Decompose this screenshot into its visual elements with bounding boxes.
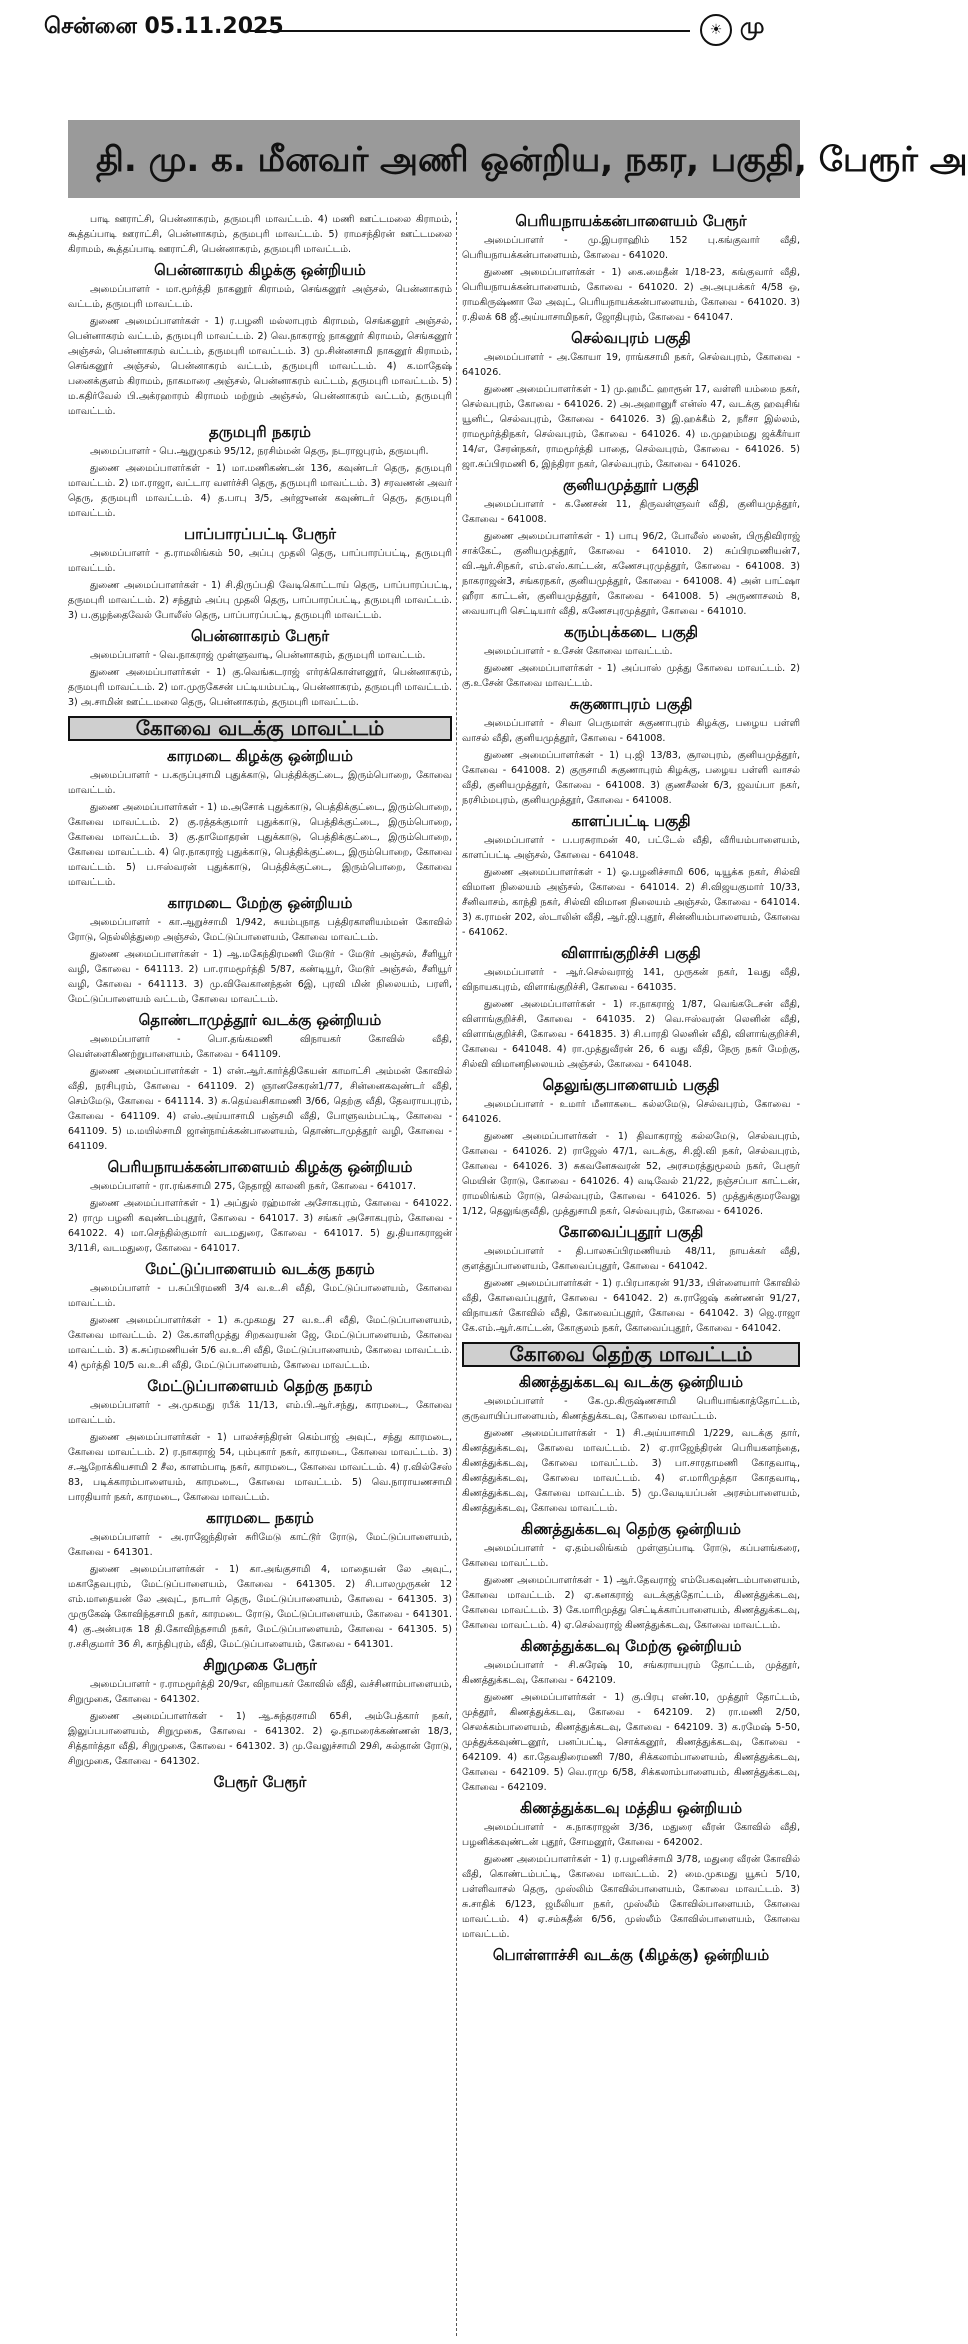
unit-section bbox=[462, 331, 800, 472]
unit-section bbox=[68, 749, 452, 890]
section-heading: சுகுணாபுரம் பகுதி bbox=[569, 695, 693, 713]
section-heading: பொள்ளாச்சி வடக்கு (கிழக்கு) ஒன்றியம் bbox=[492, 1946, 770, 1964]
section-paragraph: அமைப்பாளர் - த.ராமலிங்கம் 50, அப்பு முதலி தெரு, பாப்பாரப்பட்டி, தருமபுரி மாவட்டம். bbox=[68, 548, 452, 574]
section-paragraph: அமைப்பாளர் - அ.கோயா 19, ராங்கசாமி நகர், செல்வபுரம், கோவை - 641026. bbox=[462, 352, 800, 378]
section-paragraph: அமைப்பாளர் - மா.மூர்த்தி நாகனூர் கிராமம், செங்கனூர் அஞ்சல், பென்னாகரம் வட்டம், தருமபுரி மாவட்டம். bbox=[68, 284, 452, 310]
section-paragraph: அமைப்பாளர் - ர.ராமமூர்த்தி 20/9எ, விநாயகர் கோவில் வீதி, வச்சினாம்பாளையம், சிறுமுகை, கோவை - 641302. bbox=[68, 1679, 452, 1705]
section-heading: பாப்பாரப்பட்டி பேரூர் bbox=[183, 525, 337, 543]
section-paragraph: அமைப்பாளர் - ரா.ரங்கசாமி 275, நேதாஜி காலனி நகர், கோவை - 641017. bbox=[90, 1181, 417, 1192]
section-paragraph: அமைப்பாளர் - சி.சுரேஷ் 10, சங்கராயபுரம் தோட்டம், முத்தூர், கிணத்துக்கடவு, கோவை - 642109. bbox=[462, 1660, 800, 1686]
section-paragraph: துணை அமைப்பாளர்கள் - 1) ஈ.நாகராஜ் 1/87, வெங்கடேசன் வீதி, விளாங்குறிச்சி, கோவை - 641035. 2) வெ.ஈஸ்வரன் லெனின் வீதி, விளாங்குறிச்சி, கோவை - 641835. 3) சி.பாரதி லெனின் வீதி, விளாங்குறிச்சி, கோவை - 641048. 4) ரா.முத்துவீரன் 26, 6 வது வீதி, நேரு நகர் மேற்கு, சில்வி விமானநிலையம் அஞ்சல், கோவை - 641048. bbox=[462, 999, 800, 1070]
section-paragraph: பாடி ஊராட்சி, பென்னாகரம், தருமபுரி மாவட்டம். 4) மணி ஊட்டமலை கிராமம், கூத்தப்பாடி ஊராட்சி, பென்னாகரம், தருமபுரி மாவட்டம். 5) ராமசந்திரன் ஊட்டமலை கிராமம், கூத்தப்பாடி ஊராட்சி, பென்னாகரம், தருமபுரி மாவட்டம். bbox=[68, 214, 452, 255]
section-heading: பென்னாகரம் கிழக்கு ஒன்றியம் bbox=[154, 261, 366, 279]
section-paragraph: துணை அமைப்பாளர்கள் - 1) ர.பிரபாகரன் 91/33, பிள்ளையார் கோவில் வீதி, கோவைப்புதூர், கோவை - 641042. 2) சு.ராஜேஷ் கண்ணன் 91/27, விநாயகர் கோவில் வீதி, கோவைப்புதூர், கோவை - 641042. 3) ஜெ.ராஜா கே.எம்.ஆர்.காட்டன், கோகுலம் நகர், கோவைப்புதூர், கோவை - 641042. bbox=[462, 1278, 800, 1334]
unit-section bbox=[68, 527, 452, 623]
section-paragraph: துணை அமைப்பாளர்கள் - 1) ஆ.மகேந்திரமணி மேடூர் - மேடூர் அஞ்சல், சீளியூர் வழி, கோவை - 641113. 2) பா.ராமமூர்த்தி 5/87, கண்டியூர், மேடூர் அஞ்சல், சீளியூர் வழி, கோவை - 641113. 3) மு.விவேகானந்தன் 6இ, புரவி மின் நிலையம், பரளி, மேட்டுப்பாளையம் வட்டம், கோவை மாவட்டம். bbox=[68, 949, 452, 1005]
section-heading: பேரூர் பேரூர் bbox=[213, 1773, 307, 1791]
unit-section bbox=[68, 629, 452, 710]
section-heading: பெரியநாயக்கன்பாளையம் பேரூர் bbox=[515, 212, 747, 230]
section-paragraph: துணை அமைப்பாளர்கள் - 1) ர.பழனிச்சாமி 3/78, மதுரை வீரன் கோவில் வீதி, கொண்டம்பட்டி, கோவை மாவட்டம். 2) மை.முகமது யூசுப் 5/10, பள்ளிவாசல் தெரு, முஸ்லிம் கோவில்பாளையம், கோவை மாவட்டம். 3) சு.சாதிக் 6/123, ஜமீலியா நகர், முஸ்லீம் கோவில்பாளையம், கோவை மாவட்டம். 4) ஏ.சம்சுதீன் 6/56, முஸ்லீம் கோவில்பாளையம், கோவை மாவட்டம். bbox=[462, 1854, 800, 1940]
unit-section bbox=[68, 896, 452, 1007]
section-paragraph: துணை அமைப்பாளர்கள் - 1) கை.மைதீன் 1/18-23, கங்குவார் வீதி, பெரியநாயக்கன்பாளையம், கோவை - 641020. 2) அ.அபுபக்கர் 4/58 ஒ, ராமகிருஷ்ணா லே அவுட், பெரியநாயக்கன்பாளையம், கோவை - 641020. 3) ர.திலக் 68 ஜீ.அய்யாசாமிநகர், ஜோதிபுரம், கோவை - 641047. bbox=[462, 267, 800, 323]
headline: தி. மு. க. மீனவர் அணி ஒன்றிய, நகர, பகுதி, பேரூர் அ bbox=[96, 140, 968, 180]
section-heading: குனியமுத்தூர் பகுதி bbox=[562, 476, 700, 494]
unit-section bbox=[462, 1639, 800, 1795]
unit-section bbox=[462, 1522, 800, 1633]
page-label: மு bbox=[740, 14, 765, 39]
section-heading: பெரியநாயக்கன்பாளையம் கிழக்கு ஒன்றியம் bbox=[107, 1158, 413, 1176]
unit-section bbox=[462, 946, 800, 1072]
section-heading: கிணத்துக்கடவு மத்திய ஒன்றியம் bbox=[519, 1799, 743, 1817]
section-heading: தொண்டாமுத்தூர் வடக்கு ஒன்றியம் bbox=[138, 1011, 382, 1029]
unit-section bbox=[68, 1775, 452, 1790]
unit-section bbox=[462, 814, 800, 940]
section-paragraph: அமைப்பாளர் - உசேன் கோவை மாவட்டம். bbox=[484, 646, 673, 657]
section-paragraph: அமைப்பாளர் - தி.பாலசுப்பிரமணியம் 48/11, நாயக்கர் வீதி, குளத்துப்பாளையம், கோவைப்புதூர், கோவை - 641042. bbox=[462, 1246, 800, 1272]
section-paragraph: அமைப்பாளர் - அ.ராஜேந்திரன் சுரிமேடு காட்டூர் ரோடு, மேட்டுப்பாளையம், கோவை - 641301. bbox=[68, 1532, 452, 1558]
section-paragraph: துணை அமைப்பாளர்கள் - 1) திவாகராஜ் கல்லமேடு, செல்வபுரம், கோவை - 641026. 2) ராஜேஸ் 47/1, வடக்கு, சி.ஜி.வி நகர், செல்வபுரம், கோவை - 641026. 3) சுகவனேசுவரன் 52, அரசமரத்துமூலம் நகர், பேரூர் மெயின் ரோடு, கோவை - 641026. 4) வடிவேல் 21/22, நஞ்சப்பா காட்டன், ராமலிங்கம் ரோடு, செல்வபுரம், கோவை - 641026. 5) முத்துக்குமரவேலு 1/12, தெலுங்குவீதி, முத்துசாமி நகர், செல்வபுரம், கோவை - 641026. bbox=[462, 1131, 800, 1217]
section-paragraph: அமைப்பாளர் - ஆர்.செல்வராஜ் 141, முருகன் நகர், 1வது வீதி, விநாயகபுரம், விளாங்குறிச்சி, கோவை - 641035. bbox=[462, 967, 800, 993]
right-column bbox=[462, 212, 800, 2336]
district-banner: கோவை வடக்கு மாவட்டம் bbox=[68, 716, 452, 741]
section-paragraph: துணை அமைப்பாளர்கள் - 1) அப்பாஸ் முத்து கோவை மாவட்டம். 2) கு.உசேன் கோவை மாவட்டம். bbox=[462, 663, 800, 689]
section-heading: காரமடை மேற்கு ஒன்றியம் bbox=[167, 894, 353, 912]
section-paragraph: அமைப்பாளர் - பெ.ஆறுமுகம் 95/12, நரசிம்மன் தெரு, நடராஜபுரம், தருமபுரி. bbox=[90, 446, 429, 457]
section-heading: தருமபுரி நகரம் bbox=[209, 423, 311, 441]
section-paragraph: துணை அமைப்பாளர்கள் - 1) மா.மணிகண்டன் 136, கவுண்டர் தெரு, தருமபுரி மாவட்டம். 2) மா.ராஜா, வட்டார வளர்ச்சி தெரு, தருமபுரி மாவட்டம். 3) சரவணன் அவர் தெரு, தருமபுரி மாவட்டம். 4) த.பாபு 3/5, அர்ஜுனன் கவுண்டர் தெரு, தருமபுரி மாவட்டம். bbox=[68, 463, 452, 519]
section-paragraph: அமைப்பாளர் - கா.ஆறுச்சாமி 1/942, சுயம்புநாத பத்திரகாளியம்மன் கோவில் ரோடு, நெல்லித்துறை அஞ்சல், மேட்டுப்பாளையம், கோவை மாவட்டம். bbox=[68, 917, 452, 943]
unit-section bbox=[462, 214, 800, 325]
section-paragraph: துணை அமைப்பாளர்கள் - 1) பாபு 96/2, போலீஸ் லைன், பிருதிவிராஜ் சாக்கேட், குனியமுத்தூர், கோவை - 641010. 2) சுப்பிரமணியன்7, வி.ஆர்.சிநகர், எம்.எஸ்.காட்டன், கணேசபுரமுத்தூர், கோவை - 641008. 3) நாகராஜன்3, சங்கரநகர், குனியமுத்தூர், கோவை - 641008. 4) அன் பாட்ஷா ஹீரா காட்டன், குனியமுத்தூர், கோவை - 641008. 5) அருணாசலம் 8, வையாபுரி செட்டியார் வீதி, கணேசபுரமுத்தூர், கோவை - 641010. bbox=[462, 531, 800, 617]
unit-section bbox=[68, 1013, 452, 1154]
section-heading: கிணத்துக்கடவு வடக்கு ஒன்றியம் bbox=[518, 1373, 744, 1391]
section-paragraph: துணை அமைப்பாளர்கள் - 1) கு.பிரபு எண்.10, முத்தூர் தோட்டம், முத்தூர், கிணத்துக்கடவு, கோவை - 642109. 2) ரா.மணி 2/50, செலக்கம்பாளையம், கிணத்துக்கடவு, கோவை - 642109. 3) க.ரமேஷ் 5-50, முத்துக்கவுண்டனூர், பனப்பட்டி, சொக்கனூர், கிணத்துக்கடவு, கோவை - 642109. 4) கா.தேவதிரைமணி 7/80, சிக்கலாம்பாளையம், கிணத்துக்கடவு, கோவை - 642109. 5) வெ.ராமு 6/58, சிக்கலாம்பாளையம், கிணத்துக்கடவு, கோவை - 642109. bbox=[462, 1692, 800, 1793]
masthead bbox=[0, 0, 800, 60]
section-paragraph: அமைப்பாளர் - க.ணேசன் 11, திருவள்ளுவர் வீதி, குனியமுத்தூர், கோவை - 641008. bbox=[462, 499, 800, 525]
section-paragraph: துணை அமைப்பாளர்கள் - 1) சு.முகமது 27 வ.உ.சி வீதி, மேட்டுப்பாளையம், கோவை மாவட்டம். 2) கே.காளிமுத்து சிறகவரயன் ஜே, மேட்டுப்பாளையம், கோவை மாவட்டம். 3) க.சுப்ரமணியன் 5/6 வ.உ.சி வீதி, மேட்டுப்பாளையம், கோவை மாவட்டம். 4) மூர்த்தி 10/5 வ.உ.சி வீதி, மேட்டுப்பாளையம், கோவை மாவட்டம். bbox=[68, 1315, 452, 1371]
section-heading: கோவைப்புதூர் பகுதி bbox=[558, 1223, 704, 1241]
section-paragraph: துணை அமைப்பாளர்கள் - 1) அப்துல் ரஹ்மான் அசோகபுரம், கோவை - 641022. 2) ராமு பழனி கவுண்டம்புதூர், கோவை - 641017. 3) சங்கர் அசோகபுரம், கோவை - 641022. 4) மா.செந்தில்குமார் வடமதுரை, கோவை - 641017. 5) து.தியாகராஜன் 3/11சி, வடமதுரை, கோவை - 641017. bbox=[68, 1198, 452, 1254]
section-heading: காரமடை நகரம் bbox=[206, 1509, 314, 1527]
section-heading: சிறுமுகை பேரூர் bbox=[203, 1656, 317, 1674]
section-paragraph: துணை அமைப்பாளர்கள் - 1) பு.ஜி 13/83, சூாலபுரம், குனியமுத்தூர், கோவை - 641008. 2) குருசாமி சுகுணாபுரம் கிழக்கு, பழைய பள்ளி வாசல் வீதி, குனியமுத்தூர், கோவை - 641008. 3) குணசீலன் 6/3, ஜவய்பா நகர், நரசிம்மபுரம், குனியமுத்தூர், கோவை - 641008. bbox=[462, 750, 800, 806]
unit-section bbox=[462, 478, 800, 619]
unit-section bbox=[462, 697, 800, 808]
headline-banner bbox=[68, 120, 968, 198]
unit-section bbox=[462, 625, 800, 691]
section-paragraph: அமைப்பாளர் - ப.கருப்புசாமி புதுக்காடு, பெத்திக்குட்டை, இரும்பொறை, கோவை மாவட்டம். bbox=[68, 770, 452, 796]
section-paragraph: அமைப்பாளர் - சு.நாகராஜன் 3/36, மதுரை வீரன் கோவில் வீதி, பழனிக்கவுண்டன் புதூர், சோமனூர், கோவை - 642002. bbox=[462, 1822, 800, 1848]
district-banner: கோவை தெற்கு மாவட்டம் bbox=[462, 1342, 800, 1367]
section-heading: விளாங்குறிச்சி பகுதி bbox=[561, 944, 701, 962]
section-paragraph: அமைப்பாளர் - வெ.நாகராஜ் முள்ளுவாடி, பென்னாகரம், தருமபுரி மாவட்டம். bbox=[90, 650, 426, 661]
unit-section bbox=[68, 1658, 452, 1769]
section-heading: பென்னாகரம் பேரூர் bbox=[190, 627, 330, 645]
unit-section bbox=[68, 1262, 452, 1373]
section-heading: கிணத்துக்கடவு தெற்கு ஒன்றியம் bbox=[521, 1520, 741, 1538]
section-paragraph: துணை அமைப்பாளர்கள் - 1) கு.வெங்கடராஜ் எர்ரக்கொள்ளனூர், பென்னாகரம், தருமபுரி மாவட்டம். 2) மா.முருகேசன் பட்டியம்பட்டி, பென்னாகரம், தருமபுரி மாவட்டம். 3) அ.சாமின் ஊட்டமலை தெரு, பென்னாகரம், தருமபுரி மாவட்டம். bbox=[68, 667, 452, 708]
section-paragraph: அமைப்பாளர் - மு.இபராஹிம் 152 பு.கங்குவார் வீதி, பெரியநாயக்கன்பாளையம், கோவை - 641020. bbox=[462, 235, 800, 261]
unit-section bbox=[68, 425, 452, 521]
section-heading: கிணத்துக்கடவு மேற்கு ஒன்றியம் bbox=[520, 1637, 742, 1655]
masthead-rule bbox=[250, 30, 690, 32]
section-paragraph: அமைப்பாளர் - கே.மு.கிருஷ்ணசாமி பெரியாங்காத்தோட்டம், குருவாயிப்பாளையம், கிணத்துக்கடவு, கோவை மாவட்டம். bbox=[462, 1396, 800, 1422]
unit-section bbox=[68, 263, 452, 419]
unit-section bbox=[462, 1948, 800, 1963]
section-heading: செல்வபுரம் பகுதி bbox=[571, 329, 691, 347]
section-paragraph: அமைப்பாளர் - பொ.தங்கமணி விநாயகர் கோவில் வீதி, வெள்ளைகிணற்றுபாளையம், கோவை - 641109. bbox=[68, 1034, 452, 1060]
section-paragraph: அமைப்பாளர் - உமார் மீனாகடை கல்லமேடு, செல்வபுரம், கோவை - 641026. bbox=[462, 1099, 800, 1125]
section-paragraph: துணை அமைப்பாளர்கள் - 1) பாலச்சந்திரன் கெம்பாஜ் அவுட், சந்து காரமடை, கோவை மாவட்டம். 2) ர.நாகராஜ் 54, பும்புகார் நகர், காரமடை, கோவை மாவட்டம். 3) ச.ஆறோக்கியசாமி 2 சீல, காளம்பாடி நகர், காரமடை, கோவை மாவட்டம். 4) ர.வில்சேஸ் 83, படிக்காரம்பாளையம், காரமடை, கோவை மாவட்டம். 5) வெ.நாராயணசாமி பாரதியார் நகர், காரமடை, கோவை மாவட்டம். bbox=[68, 1432, 452, 1503]
section-heading: கரும்புக்கடை பகுதி bbox=[564, 623, 698, 641]
left-column bbox=[68, 212, 452, 2336]
section-heading: மேட்டுப்பாளையம் வடக்கு நகரம் bbox=[145, 1260, 375, 1278]
section-paragraph: அமைப்பாளர் - அ.முகமது ரபீக் 11/13, எம்.பி.ஆர்.சந்து, காரமடை, கோவை மாவட்டம். bbox=[68, 1400, 452, 1426]
rising-sun-logo-icon: ☀ bbox=[700, 14, 732, 46]
section-paragraph: அமைப்பாளர் - ஏ.தம்பலிங்கம் முள்ளுப்பாடி ரோடு, கப்பளங்கரை, கோவை மாவட்டம். bbox=[462, 1543, 800, 1569]
city-date: சென்னை 05.11.2025 bbox=[44, 14, 284, 39]
section-paragraph: அமைப்பாளர் - ப.சுப்பிரமணி 3/4 வ.உ.சி வீதி, மேட்டுப்பாளையம், கோவை மாவட்டம். bbox=[68, 1283, 452, 1309]
section-paragraph: துணை அமைப்பாளர்கள் - 1) என்.ஆர்.கார்த்திகேயன் காமாட்சி அம்மன் கோவில் வீதி, நரசிபுரம், கோவை - 641109. 2) ஞானசேகரன்1/77, சின்னைகவுண்டர் வீதி, செம்மேடு, கோவை - 641114. 3) சு.தெய்வசிகாமணி 3/66, தெற்கு வீதி, தேவராயபுரம், கோவை - 641109. 4) எஸ்.அய்யாசாமி பஞ்சமி வீதி, போளுவம்பட்டி, கோவை - 641109. 5) ம.மயில்சாமி ஜான்நாய்க்கன்பாளையம், தொண்டாமுத்தூர் வழி, கோவை - 641109. bbox=[68, 1066, 452, 1152]
section-heading: காளப்பட்டி பகுதி bbox=[571, 812, 691, 830]
unit-section bbox=[462, 1078, 800, 1219]
unit-section bbox=[462, 1375, 800, 1516]
section-paragraph: துணை அமைப்பாளர்கள் - 1) ம.அசோக் புதுக்காடு, பெத்திக்குட்டை, இரும்பொறை, கோவை மாவட்டம். 2) கு.ரத்தக்குமார் புதுக்காடு, பெத்திக்குட்டை, இரும்பொறை, கோவை மாவட்டம். 3) கு.தாமோதரன் புதுக்காடு, பெத்திக்குட்டை, இரும்பொறை, கோவை மாவட்டம். 4) ரெ.நாகராஜ் புதுக்காடு, பெத்திக்குட்டை, இரும்பொறை, கோவை மாவட்டம். 5) ப.ஈஸ்வரன் புதுக்காடு, பெத்திக்குட்டை, இரும்பொறை, கோவை மாவட்டம். bbox=[68, 802, 452, 888]
section-paragraph: துணை அமைப்பாளர்கள் - 1) ஆர்.தேவராஜ் எம்பேகவுண்டம்பாளையம், கோவை மாவட்டம். 2) ஏ.கனகராஜ் வடக்குத்தோட்டம், கிணத்துக்கடவு, கோவை மாவட்டம். 3) கே.மாரிமுத்து செட்டிக்காப்பாளையம், கிணத்துக்கடவு, கோவை மாவட்டம். 4) ஏ.செல்வராஜ் கிணத்துக்கடவு, கோவை மாவட்டம். bbox=[462, 1575, 800, 1631]
unit-section bbox=[68, 1511, 452, 1652]
section-heading: மேட்டுப்பாளையம் தெற்கு நகரம் bbox=[147, 1377, 373, 1395]
section-paragraph: அமைப்பாளர் - ப.பரசுராமன் 40, பட்டேல் வீதி, வீரியம்பாளையம், காளப்பட்டி அஞ்சல், கோவை - 641048. bbox=[462, 835, 800, 861]
section-paragraph: அமைப்பாளர் - சிவா பெருமாள் சுகுணாபுரம் கிழக்கு, பழைய பள்ளி வாசல் வீதி, குனியமுத்தூர், கோவை - 641008. bbox=[462, 718, 800, 744]
section-paragraph: துணை அமைப்பாளர்கள் - 1) மு.ஹமீட் ஹாரூன் 17, வள்ளி யம்மை நகர், செல்வபுரம், கோவை - 641026. 2) அ.அஹானுரீ என்ஸ் 47, வடக்கு ஹவுசிங் யூனிட், செல்வபுரம், கோவை - 641026. 3) இ.ஹக்கீம் 2, நரீசா இல்லம், ராமமூர்த்திநகர், செல்வபுரம், கோவை - 641026. 4) ம.முஹம்மது ஜக்கீர்யா 14/எ, சேரன்நகர், ராமமூர்த்தி பாதை, செல்வபுரம், கோவை - 641026. 5) ஜா.சுப்பிரமணி 6, இந்திரா நகர், செல்வபுரம், கோவை - 641026. bbox=[462, 384, 800, 470]
section-heading: தெலுங்குபாளையம் பகுதி bbox=[542, 1076, 720, 1094]
unit-section bbox=[462, 1225, 800, 1336]
unit-section bbox=[68, 212, 452, 257]
column-divider bbox=[456, 212, 457, 2336]
section-paragraph: துணை அமைப்பாளர்கள் - 1) சி.திருப்பதி வேடிகொட்டாய் தெரு, பாப்பாரப்பட்டி, தருமபுரி மாவட்டம். 2) சந்தூம் அப்பு முதலி தெரு, பாப்பாரப்பட்டி, தருமபுரி மாவட்டம். 3) ப.குழந்தைவேல் போலீஸ் தெரு, பாப்பாரப்பட்டி, தருமபுரி மாவட்டம். bbox=[68, 580, 452, 621]
section-paragraph: துணை அமைப்பாளர்கள் - 1) ர.பழனி மல்லாபுரம் கிராமம், செங்கனூர் அஞ்சல், பென்னாகரம் வட்டம், தருமபுரி மாவட்டம். 2) வெ.நாகராஜ் நாகனூர் கிராமம், செங்கனூர் அஞ்சல், பென்னாகரம் வட்டம், தருமபுரி மாவட்டம். 3) மு.சின்னசாமி நாகனூர் கிராமம், செங்கனூர் அஞ்சல், பென்னாகரம் வட்டம், தருமபுரி மாவட்டம். 4) க.மாதேஷ் பனைக்குளம் கிராமம், நாகமாரை அஞ்சல், பென்னாகரம் வட்டம், தருமபுரி மாவட்டம். 5) ம.கதிர்வேல் பி.அக்ரஹாரம் கிராமம் மற்றும் அஞ்சல், பென்னாகரம் வட்டம், தருமபுரி மாவட்டம். bbox=[68, 316, 452, 417]
section-paragraph: துணை அமைப்பாளர்கள் - 1) கா.அங்குசாமி 4, மாதையன் லே அவுட், மகாதேவபுரம், மேட்டுப்பாளையம், கோவை - 641305. 2) சி.பாலமுருகன் 12 எம்.மாதையன் லே அவுட், நாடார் தெரு, மேட்டுப்பாளையம், கோவை - 641305. 3) முருகேஷ் கோவிந்தசாமி நகர், காரமடை ரோடு, மேட்டுப்பாளையம், கோவை - 641301. 4) கு.அன்பரசு 18 தி.கோவிந்தசாமி நகர், மேட்டுப்பாளையம், கோவை - 641305. 5) ர.சசிகுமார் 36 சி, காந்திபுரம், வீதி, மேட்டுப்பாளையம், கோவை - 641301. bbox=[68, 1564, 452, 1650]
section-paragraph: துணை அமைப்பாளர்கள் - 1) ஆ.சுந்தரசாமி 65சி, அம்பேத்கார் நகர், இலுப்பபாளையம், சிறுமுகை, கோவை - 641302. 2) ஓ.தாமரைக்கண்ணன் 18/3, சித்தார்த்தா வீதி, சிறுமுகை, கோவை - 641302. 3) மு.வேலுச்சாமி 29சி, சுல்தான் ரோடு, சிறுமுகை, கோவை - 641302. bbox=[68, 1711, 452, 1767]
unit-section bbox=[68, 1379, 452, 1505]
section-heading: காரமடை கிழக்கு ஒன்றியம் bbox=[167, 747, 353, 765]
unit-section bbox=[462, 1801, 800, 1942]
section-paragraph: துணை அமைப்பாளர்கள் - 1) ஓ.பழனிச்சாமி 606, டியூக்க நகர், சில்வி விமான நிலையம் அஞ்சல், கோவை - 641014. 2) சி.விஜயகுமார் 10/33, சீனிவாசம், காந்தி நகர், சில்வி விமான நிலையம் அஞ்சல், கோவை - 641014. 3) க.ராமன் 202, ஸ்டாலின் வீதி, ஆர்.ஜி.புதூர், சின்னியம்பாளையம், கோவை - 641062. bbox=[462, 867, 800, 938]
unit-section bbox=[68, 1160, 452, 1256]
section-paragraph: துணை அமைப்பாளர்கள் - 1) சி.அய்யாசாமி 1/229, வடக்கு தார், கிணத்துக்கடவு, கோவை மாவட்டம். 2) ஏ.ராஜேந்திரன் பெரியகளந்தை, கிணத்துக்கடவு, கோவை மாவட்டம். 3) பா.சாரதாமணி கோதவாடி, கிணத்துக்கடவு, கோவை மாவட்டம். 4) எ.மாரிமுத்தா கோதவாடி, கிணத்துக்கடவு, கோவை மாவட்டம். 5) மு.வேடியப்பன் அரசம்பாளையம், கிணத்துக்கடவு, கோவை மாவட்டம். bbox=[462, 1428, 800, 1514]
